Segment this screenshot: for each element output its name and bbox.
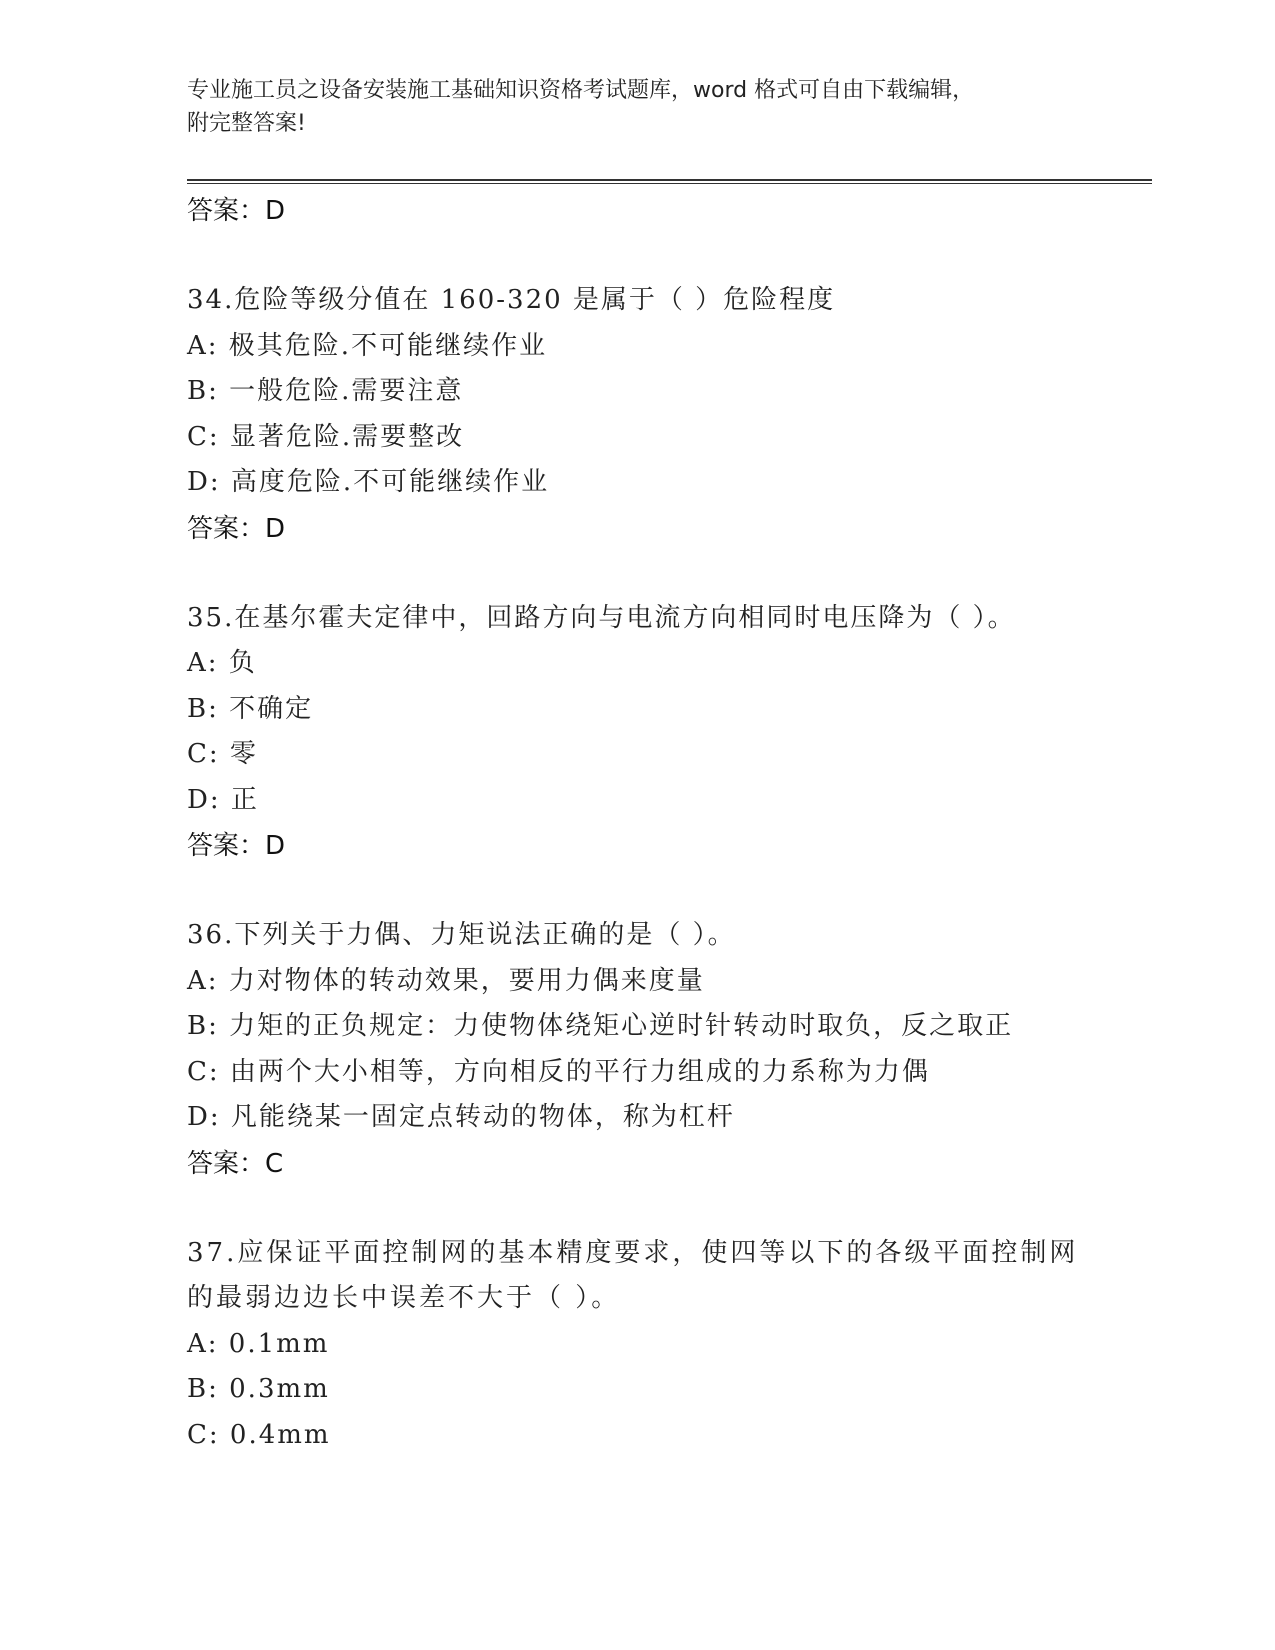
option-a: A: 负 bbox=[187, 648, 257, 678]
option-d: D: 凡能绕某一固定点转动的物体，称为杠杆 bbox=[187, 1102, 735, 1132]
option-b: B: 0.3mm bbox=[187, 1374, 330, 1404]
option-c: C: 显著危险.需要整改 bbox=[187, 421, 465, 452]
question-stem-line-2: 的最弱边边长中误差不大于（ ）。 bbox=[187, 1283, 621, 1313]
question-35 bbox=[187, 596, 1147, 870]
option-b: B: 不确定 bbox=[187, 693, 314, 724]
answer-label: 答案：D bbox=[187, 196, 286, 226]
option-a: A: 极其危险.不可能继续作业 bbox=[187, 330, 548, 361]
header-line-2: 附完整答案! bbox=[187, 111, 306, 136]
answer-label: 答案：D bbox=[187, 513, 286, 544]
question-stem: 36.下列关于力偶、力矩说法正确的是（ ）。 bbox=[187, 920, 736, 950]
option-c: C: 零 bbox=[187, 739, 258, 769]
option-b: B: 一般危险.需要注意 bbox=[187, 376, 464, 406]
document-header bbox=[187, 74, 1067, 140]
option-a: A: 0.1mm bbox=[187, 1328, 330, 1359]
question-34 bbox=[187, 278, 1147, 552]
option-a: A: 力对物体的转动效果，要用力偶来度量 bbox=[187, 965, 705, 996]
answer-label: 答案：C bbox=[187, 1148, 284, 1179]
option-b: B: 力矩的正负规定：力使物体绕矩心逆时针转动时取负，反之取正 bbox=[187, 1011, 1014, 1041]
question-stem-line-1: 37.应保证平面控制网的基本精度要求，使四等以下的各级平面控制网 bbox=[187, 1237, 1079, 1268]
option-d: D: 高度危险.不可能继续作业 bbox=[187, 467, 550, 497]
question-37 bbox=[187, 1231, 1147, 1459]
question-36 bbox=[187, 913, 1147, 1187]
answer-label: 答案：D bbox=[187, 831, 286, 861]
option-d: D: 正 bbox=[187, 784, 259, 815]
question-list bbox=[187, 188, 1147, 1458]
option-c: C: 0.4mm bbox=[187, 1419, 331, 1450]
question-stem: 35.在基尔霍夫定律中，回路方向与电流方向相同时电压降为（ ）。 bbox=[187, 602, 1016, 633]
header-divider bbox=[187, 179, 1152, 184]
header-line-1: 专业施工员之设备安装施工基础知识资格考试题库，word 格式可自由下载编辑， bbox=[187, 78, 975, 103]
option-c: C: 由两个大小相等，方向相反的平行力组成的力系称为力偶 bbox=[187, 1056, 930, 1087]
question-stem: 34.危险等级分值在 160-320 是属于（ ）危险程度 bbox=[187, 285, 836, 315]
